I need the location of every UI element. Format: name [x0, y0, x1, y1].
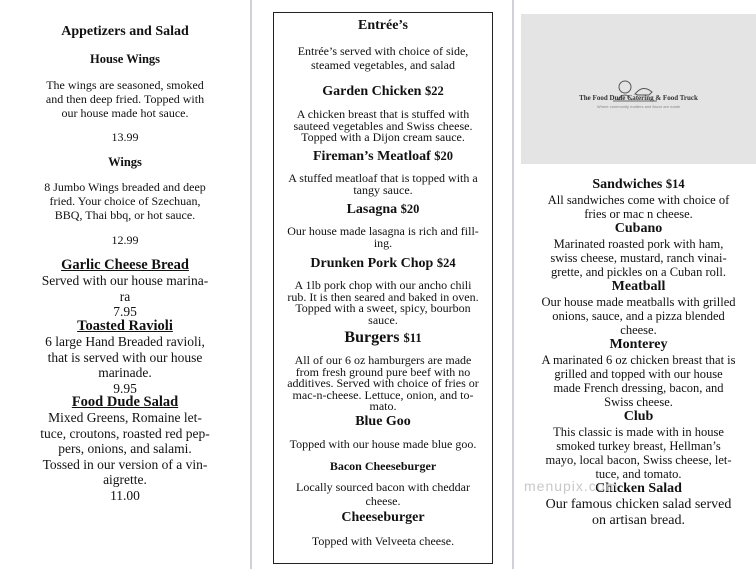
desc-line: Our famous chicken salad served [545, 497, 732, 512]
desc-line: grette, and pickles on a Cuban roll. [551, 265, 726, 279]
desc-line: rub. It is then seared and baked in oven. [287, 289, 479, 304]
desc-line: A marinated 6 oz chicken breast that is [541, 353, 736, 367]
lasagna-title [278, 202, 488, 218]
monterey-title: Monterey [609, 337, 668, 352]
desc-line: sauteed vegetables and Swiss cheese. [293, 118, 473, 133]
desc-line: pers, onions, and salami. [58, 441, 192, 456]
desc-line: cheese. [365, 494, 401, 508]
desc-line: Mixed Greens, Romaine let- [48, 410, 202, 425]
item-price: $24 [436, 256, 456, 270]
salad-price: 11.00 [110, 487, 140, 503]
desc-line: Topped with a Dijon cream sauce. [301, 130, 465, 144]
desc-line: additives. Served with choice of fries or [287, 376, 479, 390]
club-desc [531, 425, 746, 481]
item-name: Fireman’s Meatloaf [312, 149, 431, 164]
ravioli-desc [0, 334, 250, 396]
desc-line: Locally sourced bacon with cheddar [296, 480, 470, 494]
cubano-title: Cubano [614, 221, 663, 236]
salad-desc [0, 410, 250, 503]
desc-line: mato. [369, 399, 397, 413]
house-wings-title: House Wings [89, 52, 161, 66]
burgers-desc [278, 355, 488, 413]
desc-line: 6 large Hand Breaded ravioli, [45, 334, 205, 349]
desc-line: A 1lb pork chop with our ancho chili [294, 278, 472, 292]
desc-line: fried. Your choice of Szechuan, [49, 194, 201, 208]
entrees-intro [278, 44, 488, 72]
desc-line: steamed vegetables, and salad [311, 58, 455, 72]
desc-line: A chicken breast that is stuffed with [296, 107, 470, 121]
lasagna-desc [278, 226, 488, 249]
section-price: $14 [665, 177, 685, 191]
entrees-panel [273, 12, 493, 564]
desc-line: Topped with a sweet, spicy, bourbon [295, 301, 471, 315]
food-truck-logo-icon [521, 14, 756, 164]
bacon-cheeseburger-title: Bacon Cheeseburger [329, 459, 437, 473]
desc-line: 8 Jumbo Wings breaded and deep [44, 180, 206, 194]
sandwiches-intro [531, 193, 746, 221]
garlic-bread-title: Garlic Cheese Bread [61, 257, 189, 273]
bacon-cheeseburger-desc [278, 480, 488, 508]
item-name: Drunken Pork Chop [310, 256, 434, 271]
item-price: $20 [400, 202, 420, 216]
desc-line: mac-n-cheese. Lettuce, onion, and to- [292, 387, 474, 402]
pork-chop-desc [278, 280, 488, 326]
cubano-desc [531, 237, 746, 279]
entrees-heading: Entrée’s [357, 18, 409, 33]
desc-line: All of our 6 oz hamburgers are made [294, 353, 472, 367]
desc-line: that is served with our house [47, 349, 203, 365]
desc-line: from fresh ground pure beef with no [295, 364, 471, 379]
desc-line: ing. [373, 235, 393, 250]
desc-line: made French dressing, bacon, and [553, 381, 724, 395]
section-name: Sandwiches [592, 177, 663, 192]
desc-line: The wings are seasoned, smoked [46, 78, 204, 92]
desc-line: mayo, local bacon, Swiss cheese, let- [545, 453, 732, 467]
sandwiches-content [531, 176, 746, 529]
desc-line: Our house made lasagna is rich and fill- [287, 224, 479, 238]
desc-line: Tossed in our version of a vin- [42, 456, 208, 472]
desc-line: ra [119, 288, 131, 304]
logo-name: The Food Dude Catering & Food Truck [579, 94, 698, 102]
burgers-title [278, 329, 488, 347]
garden-chicken-desc [278, 109, 488, 144]
pork-chop-title [278, 256, 488, 272]
garlic-bread-desc [0, 273, 250, 320]
desc-line: onions, sauce, and a pizza blended [552, 309, 725, 323]
garlic-bread-price: 7.95 [113, 304, 137, 319]
desc-line: tuce, croutons, roasted red pep- [40, 425, 210, 441]
salad-title: Food Dude Salad [71, 394, 179, 410]
desc-line: sauce. [368, 312, 398, 327]
item-name: Burgers [344, 329, 400, 346]
desc-line: Our house made meatballs with grilled [541, 295, 736, 309]
item-name: Lasagna [346, 202, 398, 217]
meatball-desc [531, 295, 746, 337]
meatloaf-desc [278, 173, 488, 196]
house-wings-desc [0, 78, 250, 120]
watermark: menupix.com [524, 478, 619, 494]
ravioli-price: 9.95 [113, 380, 137, 396]
desc-line: grilled and topped with our house [554, 367, 723, 381]
desc-line: our house made hot sauce. [61, 106, 189, 120]
logo-tagline: Where community matters and flavor are made [596, 104, 681, 109]
desc-line: marinade. [98, 365, 152, 380]
item-price: $22 [424, 84, 444, 98]
monterey-desc [531, 353, 746, 409]
meatloaf-title [278, 149, 488, 165]
desc-line: Entrée’s served with choice of side, [297, 44, 469, 58]
desc-line: on artisan bread. [592, 513, 685, 528]
desc-line: Swiss cheese. [604, 395, 673, 409]
wings-title: Wings [108, 155, 142, 169]
desc-line: A stuffed meatloaf that is topped with a [288, 171, 478, 185]
house-wings-price: 13.99 [111, 130, 139, 144]
desc-line: tangy sauce. [353, 182, 413, 197]
desc-line: cheese. [620, 323, 657, 337]
cheeseburger-desc: Topped with Velveeta cheese. [311, 534, 455, 548]
cheeseburger-title: Cheeseburger [341, 510, 425, 525]
chicken-salad-desc [531, 497, 746, 529]
appetizers-panel [0, 0, 252, 569]
desc-line: aigrette. [103, 472, 147, 487]
item-name: Garden Chicken [322, 84, 422, 99]
blue-goo-title: Blue Goo [355, 414, 411, 429]
desc-line: Served with our house marina- [41, 273, 209, 288]
appetizers-heading: Appetizers and Salad [61, 24, 189, 39]
garden-chicken-title [278, 84, 488, 100]
wings-desc [0, 180, 250, 222]
item-price: $11 [403, 331, 422, 345]
desc-line: BBQ, Thai bbq, or hot sauce. [54, 208, 196, 222]
desc-line: Marinated roasted pork with ham, [553, 237, 724, 251]
desc-line: fries or mac n cheese. [584, 207, 693, 221]
meatball-title: Meatball [611, 279, 666, 294]
desc-line: All sandwiches come with choice of [547, 193, 730, 207]
desc-line: tuce, and tomato. [595, 467, 682, 481]
desc-line: swiss cheese, mustard, ranch vinai- [550, 251, 727, 265]
chicken-salad-title: Chicken Salad [595, 481, 682, 496]
item-price: $20 [434, 149, 454, 163]
sandwiches-heading [531, 176, 746, 193]
blue-goo-desc: Topped with our house made blue goo. [289, 437, 477, 451]
club-title: Club [623, 409, 654, 424]
desc-line: This classic is made with in house [553, 425, 724, 439]
logo [521, 14, 756, 164]
ravioli-title: Toasted Ravioli [77, 318, 173, 334]
desc-line: smoked turkey breast, Hellman’s [556, 439, 721, 453]
desc-line: and then deep fried. Topped with [45, 92, 205, 106]
wings-price: 12.99 [111, 233, 139, 247]
